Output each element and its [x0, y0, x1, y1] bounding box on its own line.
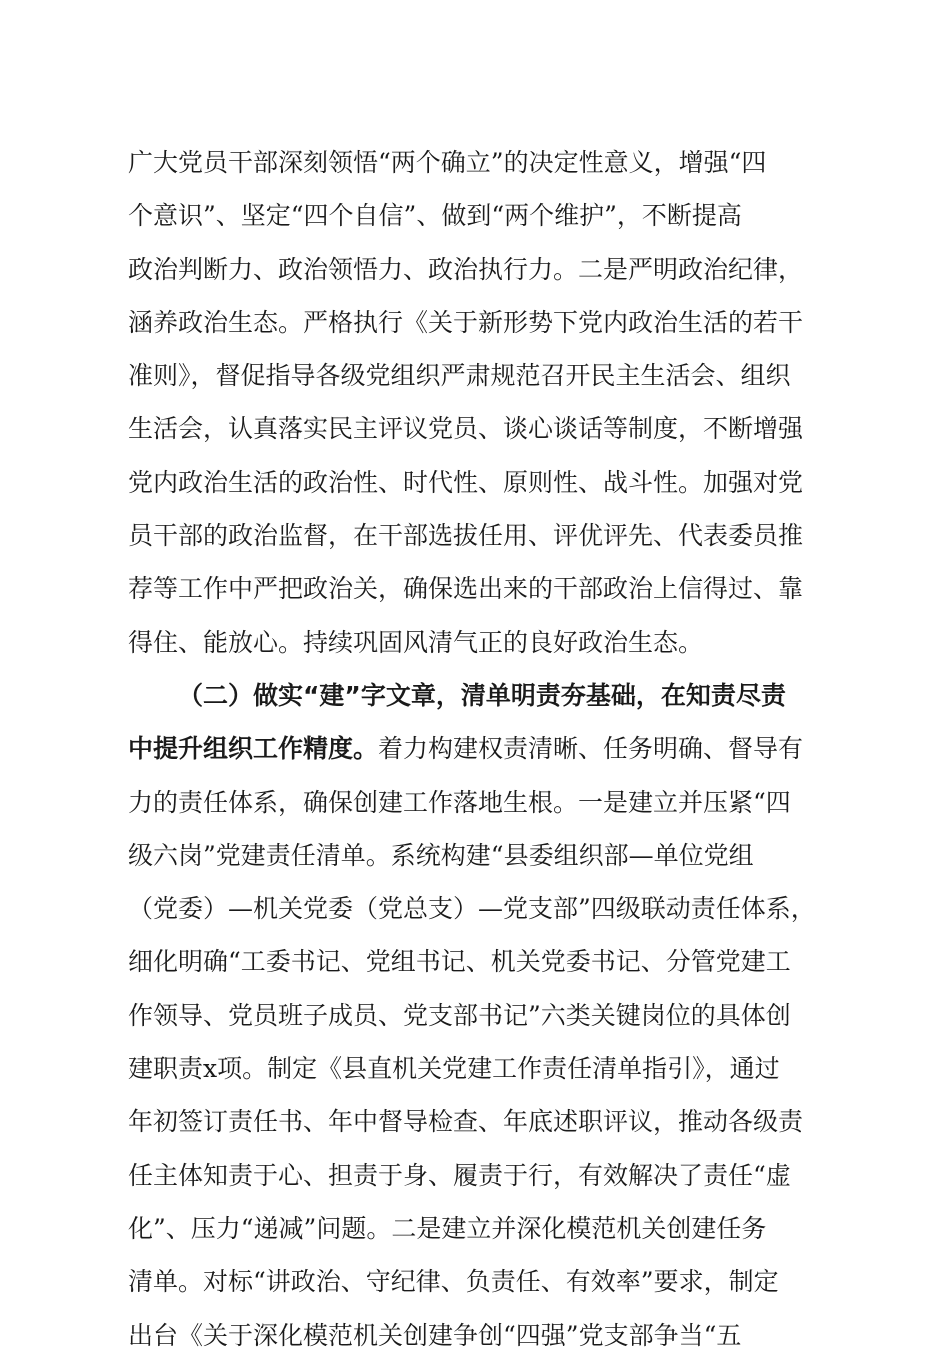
paragraph-line: 细化明确“工委书记、党组书记、机关党委书记、分管党建工: [128, 947, 791, 977]
paragraph-line: 党内政治生活的政治性、时代性、原则性、战斗性。加强对党: [128, 467, 804, 497]
section-heading-tail: 中提升组织工作精度。: [128, 734, 379, 764]
paragraph-line: 年初签订责任书、年中督导检查、年底述职评议，推动各级责: [128, 1107, 804, 1137]
section-heading-continued: [128, 722, 840, 775]
paragraph-line: 荐等工作中严把政治关，确保选出来的干部政治上信得过、靠: [128, 574, 804, 604]
paragraph-line: 力的责任体系，确保创建工作落地生根。一是建立并压紧“四: [128, 787, 791, 817]
paragraph-line: （党委）—机关党委（党总支）—党支部”四级联动责任体系，: [128, 894, 816, 924]
paragraph-line: 员干部的政治监督，在干部选拔任用、评优评先、代表委员推: [128, 521, 804, 551]
paragraph-line: 出台《关于深化模范机关创建争创“四强”党支部争当“五: [128, 1320, 742, 1350]
paragraph-line: 清单。对标“讲政治、守纪律、负责任、有效率”要求，制定: [128, 1267, 779, 1297]
paragraph-line: 化”、压力“递减”问题。二是建立并深化模范机关创建任务: [128, 1213, 767, 1243]
document-body: [128, 136, 840, 1362]
paragraph-line: 作领导、党员班子成员、党支部书记”六类关键岗位的具体创: [128, 1000, 791, 1030]
paragraph-line: 准则》，督促指导各级党组织严肃规范召开民主生活会、组织: [128, 361, 791, 391]
paragraph-line: 得住、能放心。持续巩固风清气正的良好政治生态。: [128, 627, 704, 657]
paragraph-line: 级六岗”党建责任清单。系统构建“县委组织部—单位党组: [128, 840, 754, 870]
paragraph-line: 建职责x项。制定《县直机关党建工作责任清单指引》，通过: [128, 1054, 780, 1084]
paragraph-line: 广大党员干部深刻领悟“两个确立”的决定性意义，增强“四: [128, 148, 767, 177]
paragraph-line: 任主体知责于心、担责于身、履责于行，有效解决了责任“虚: [128, 1160, 791, 1190]
paragraph-line: 个意识”、坚定“四个自信”、做到“两个维护”，不断提高: [128, 201, 742, 231]
section-heading: （二）做实“建”字文章，清单明责夯基础，在知责尽责: [178, 680, 786, 710]
paragraph-line: 政治判断力、政治领悟力、政治执行力。二是严明政治纪律，: [128, 254, 804, 284]
paragraph-text: 着力构建权责清晰、任务明确、督导有: [378, 734, 804, 764]
paragraph-line: 涵养政治生态。严格执行《关于新形势下党内政治生活的若干: [128, 307, 804, 337]
paragraph-line: 生活会，认真落实民主评议党员、谈心谈话等制度，不断增强: [128, 414, 804, 444]
